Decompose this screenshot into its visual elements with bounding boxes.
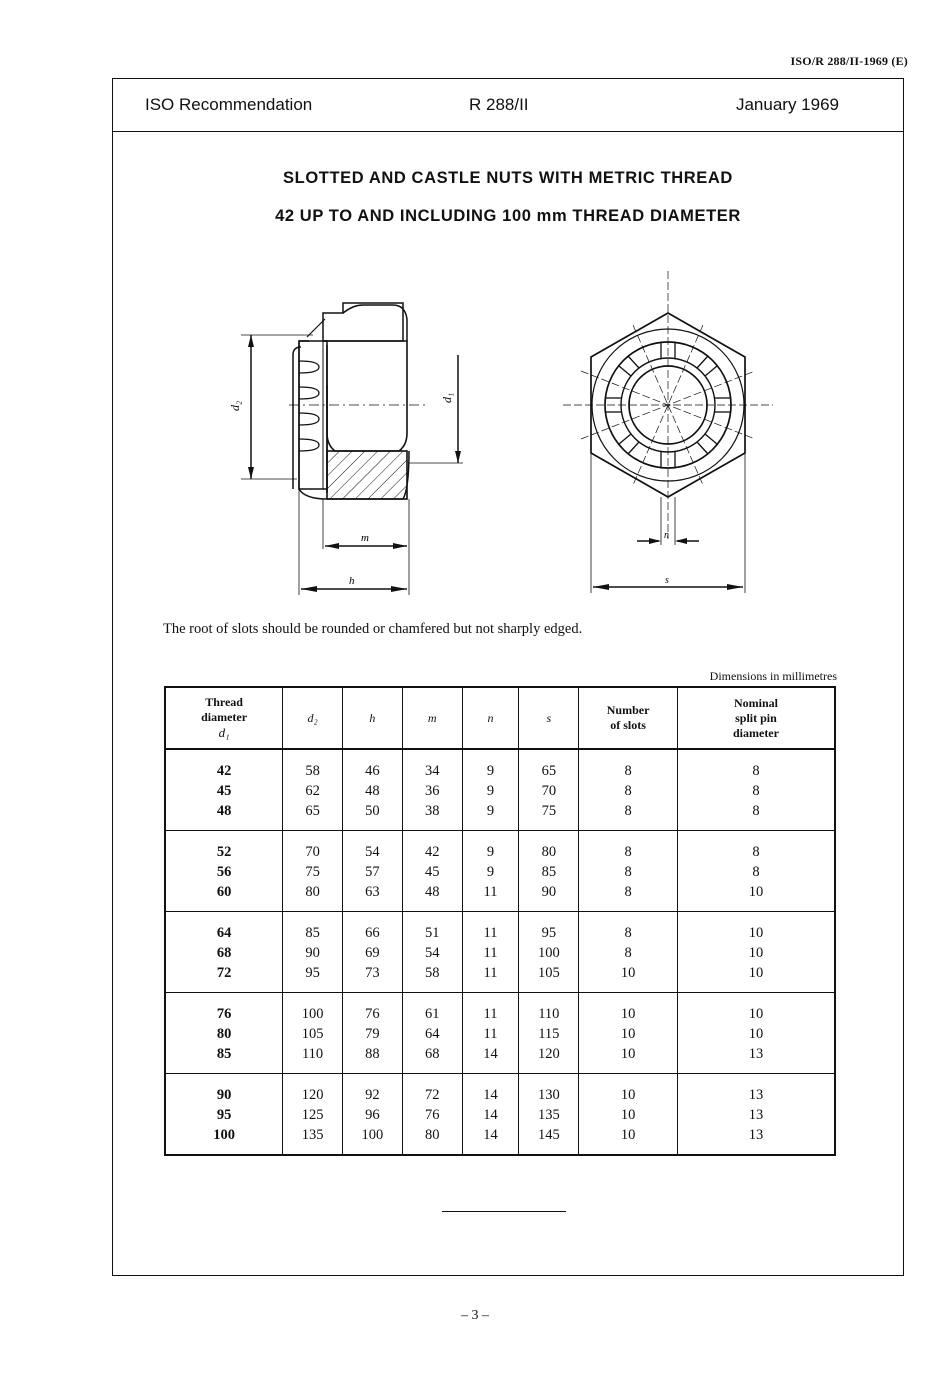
cell-value: 11: [483, 945, 498, 961]
cell-m: [402, 749, 462, 831]
cell-m: [402, 993, 462, 1074]
cell-value: 10: [620, 1006, 636, 1022]
cell-value: 10: [748, 1026, 764, 1042]
cell-n: [462, 993, 519, 1074]
label-d1: d₁: [440, 392, 454, 403]
cell-value: 70: [541, 783, 557, 799]
cell-n: [462, 831, 519, 912]
cell-d2: [283, 749, 343, 831]
cell-d2: [283, 831, 343, 912]
cell-value: 63: [365, 884, 380, 900]
table-row: [165, 993, 835, 1074]
cell-value: 90: [541, 884, 557, 900]
title-line-2: 42 UP TO AND INCLUDING 100 mm THREAD DIAMETER: [275, 207, 741, 225]
cell-value: 100: [537, 945, 560, 961]
cell-value: 10: [620, 1087, 636, 1103]
cell-n: [462, 749, 519, 831]
cell-value: 9: [486, 803, 495, 819]
cell-value: 42: [216, 763, 232, 779]
cell-value: 90: [216, 1087, 232, 1103]
cell-value: 65: [305, 803, 320, 819]
cell-h: [343, 993, 403, 1074]
cell-value: 96: [365, 1107, 380, 1123]
cell-value: 80: [541, 844, 557, 860]
cell-value: 11: [483, 965, 498, 981]
header-split-pin-diameter: Nominal split pin diameter: [677, 687, 835, 749]
cell-value: 13: [748, 1107, 764, 1123]
cell-value: 48: [424, 884, 440, 900]
cell-value: 105: [301, 1026, 324, 1042]
cell-value: 10: [620, 965, 636, 981]
cell-value: 73: [365, 965, 380, 981]
cell-value: 60: [216, 884, 232, 900]
cell-value: 92: [365, 1087, 380, 1103]
cell-value: 10: [748, 1006, 764, 1022]
cell-d1: [165, 749, 283, 831]
header-left: ISO Recommendation: [145, 95, 313, 114]
cell-value: 8: [752, 803, 760, 819]
cell-value: 10: [748, 884, 764, 900]
cell-value: 68: [216, 945, 232, 961]
cell-value: 72: [424, 1087, 440, 1103]
cell-value: 115: [538, 1026, 560, 1042]
cell-value: 8: [624, 864, 632, 880]
cell-value: 10: [748, 945, 764, 961]
end-rule: [442, 1211, 566, 1212]
cell-value: 95: [305, 965, 320, 981]
cell-value: 105: [537, 965, 560, 981]
cell-value: 50: [365, 803, 380, 819]
cell-s: [519, 993, 579, 1074]
cell-value: 8: [624, 844, 632, 860]
cell-value: 9: [486, 783, 495, 799]
cell-value: 120: [537, 1046, 560, 1062]
cell-value: 9: [486, 763, 495, 779]
label-n: n: [664, 530, 669, 541]
cell-value: 13: [748, 1087, 764, 1103]
cell-value: 51: [424, 925, 440, 941]
header-number-of-slots: Number of slots: [579, 687, 678, 749]
cell-value: 79: [365, 1026, 380, 1042]
title-line-1: SLOTTED AND CASTLE NUTS WITH METRIC THREAD: [283, 169, 733, 187]
table-header-row: [165, 687, 835, 749]
header-m: m: [402, 687, 462, 749]
cell-value: 45: [424, 864, 440, 880]
side-view: [241, 303, 463, 595]
cell-value: 10: [620, 1026, 636, 1042]
cell-value: 13: [748, 1046, 764, 1062]
cell-value: 75: [541, 803, 557, 819]
cell-s: [519, 912, 579, 993]
table-body: [165, 749, 835, 1155]
cell-value: 10: [620, 1046, 636, 1062]
cell-value: 8: [752, 864, 760, 880]
cell-d2: [283, 1074, 343, 1156]
cell-value: 135: [301, 1127, 324, 1143]
cell-value: 54: [424, 945, 440, 961]
cell-value: 52: [216, 844, 232, 860]
header-right: January 1969: [735, 95, 839, 114]
cell-value: 130: [537, 1087, 560, 1103]
cell-value: 100: [301, 1006, 324, 1022]
header-thread-diameter: Thread diameter d₁: [165, 687, 283, 749]
cell-value: 8: [624, 945, 632, 961]
label-d2: d₂: [228, 400, 242, 411]
cell-value: 110: [538, 1006, 560, 1022]
header-d2: d₂: [283, 687, 343, 749]
cell-value: 56: [216, 864, 232, 880]
cell-h: [343, 749, 403, 831]
cell-value: 10: [620, 1107, 636, 1123]
cell-slots: [579, 912, 678, 993]
cell-value: 8: [624, 925, 632, 941]
cell-value: 8: [752, 763, 760, 779]
cell-value: 8: [624, 803, 632, 819]
cell-value: 8: [624, 763, 632, 779]
table-row: [165, 912, 835, 993]
cell-value: 65: [541, 763, 557, 779]
cell-value: 34: [424, 763, 440, 779]
cell-value: 66: [365, 925, 380, 941]
cell-value: 68: [424, 1046, 440, 1062]
cell-value: 42: [424, 844, 440, 860]
cell-value: 10: [748, 965, 764, 981]
document-reference: ISO/R 288/II-1969 (E): [790, 54, 908, 68]
cell-value: 85: [305, 925, 320, 941]
cell-value: 85: [541, 864, 557, 880]
cell-pin: [677, 1074, 835, 1156]
cell-value: 80: [424, 1127, 440, 1143]
cell-value: 14: [483, 1127, 498, 1143]
cell-n: [462, 912, 519, 993]
page-number: – 3 –: [461, 1308, 489, 1323]
cell-d2: [283, 993, 343, 1074]
cell-value: 72: [216, 965, 232, 981]
cell-d1: [165, 1074, 283, 1156]
cell-pin: [677, 749, 835, 831]
cell-value: 69: [365, 945, 380, 961]
cell-value: 64: [424, 1026, 440, 1042]
cell-value: 62: [305, 783, 320, 799]
cell-value: 85: [216, 1046, 232, 1062]
dimensions-note: Dimensions in millimetres: [709, 669, 837, 683]
cell-value: 9: [486, 844, 495, 860]
slot-root-note: The root of slots should be rounded or chamfered but not sharply edged.: [163, 621, 583, 637]
cell-value: 100: [213, 1127, 235, 1143]
cell-s: [519, 1074, 579, 1156]
cell-value: 13: [748, 1127, 764, 1143]
cell-value: 14: [483, 1046, 498, 1062]
cell-value: 14: [483, 1087, 498, 1103]
page-frame: [112, 78, 904, 1276]
cell-value: 120: [301, 1087, 324, 1103]
cell-n: [462, 1074, 519, 1156]
cell-value: 61: [424, 1006, 440, 1022]
cell-h: [343, 831, 403, 912]
cell-value: 100: [361, 1127, 384, 1143]
cell-slots: [579, 1074, 678, 1156]
cell-value: 8: [752, 844, 760, 860]
cell-value: 36: [424, 783, 440, 799]
cell-value: 11: [483, 925, 498, 941]
table-row: [165, 1074, 835, 1156]
dimensions-table: [164, 686, 836, 1156]
nut-drawing: [113, 79, 903, 619]
cell-value: 135: [537, 1107, 560, 1123]
cell-value: 145: [537, 1127, 560, 1143]
header-n: n: [462, 687, 519, 749]
cell-value: 8: [752, 783, 760, 799]
cell-value: 9: [486, 864, 495, 880]
cell-d1: [165, 912, 283, 993]
cell-slots: [579, 831, 678, 912]
cell-value: 11: [483, 1026, 498, 1042]
cell-m: [402, 912, 462, 993]
cell-value: 46: [365, 763, 380, 779]
table-row: [165, 749, 835, 831]
cell-slots: [579, 749, 678, 831]
cell-pin: [677, 993, 835, 1074]
cell-value: 8: [624, 884, 632, 900]
table-row: [165, 831, 835, 912]
cell-d1: [165, 831, 283, 912]
cell-m: [402, 1074, 462, 1156]
cell-value: 10: [748, 925, 764, 941]
cell-value: 11: [483, 1006, 498, 1022]
header-s: s: [519, 687, 579, 749]
cell-d2: [283, 912, 343, 993]
cell-m: [402, 831, 462, 912]
label-m: m: [361, 532, 369, 544]
cell-value: 125: [301, 1107, 324, 1123]
cell-value: 10: [620, 1127, 636, 1143]
cell-value: 54: [365, 844, 380, 860]
cell-value: 48: [216, 803, 232, 819]
cell-value: 45: [216, 783, 232, 799]
cell-value: 80: [305, 884, 320, 900]
cell-pin: [677, 912, 835, 993]
cell-value: 76: [365, 1006, 380, 1022]
cell-value: 110: [301, 1046, 324, 1062]
cell-value: 95: [541, 925, 557, 941]
cell-value: 90: [305, 945, 320, 961]
cell-slots: [579, 993, 678, 1074]
cell-value: 95: [216, 1107, 232, 1123]
cell-h: [343, 912, 403, 993]
label-s: s: [665, 575, 669, 586]
cell-value: 38: [424, 803, 440, 819]
cell-d1: [165, 993, 283, 1074]
cell-value: 58: [305, 763, 320, 779]
header-center: R 288/II: [469, 95, 529, 114]
cell-s: [519, 831, 579, 912]
header-h: h: [343, 687, 403, 749]
cell-value: 80: [216, 1026, 232, 1042]
cell-value: 76: [216, 1006, 232, 1022]
cell-value: 64: [216, 925, 232, 941]
cell-value: 11: [483, 884, 498, 900]
cell-value: 76: [424, 1107, 440, 1123]
cell-h: [343, 1074, 403, 1156]
cell-value: 57: [365, 864, 380, 880]
label-h: h: [349, 575, 355, 587]
cell-value: 48: [365, 783, 380, 799]
cell-value: 14: [483, 1107, 498, 1123]
cell-value: 58: [424, 965, 440, 981]
cell-pin: [677, 831, 835, 912]
top-view: [563, 271, 773, 593]
cell-value: 88: [365, 1046, 380, 1062]
cell-value: 70: [305, 844, 320, 860]
cell-value: 75: [305, 864, 320, 880]
cell-value: 8: [624, 783, 632, 799]
cell-s: [519, 749, 579, 831]
